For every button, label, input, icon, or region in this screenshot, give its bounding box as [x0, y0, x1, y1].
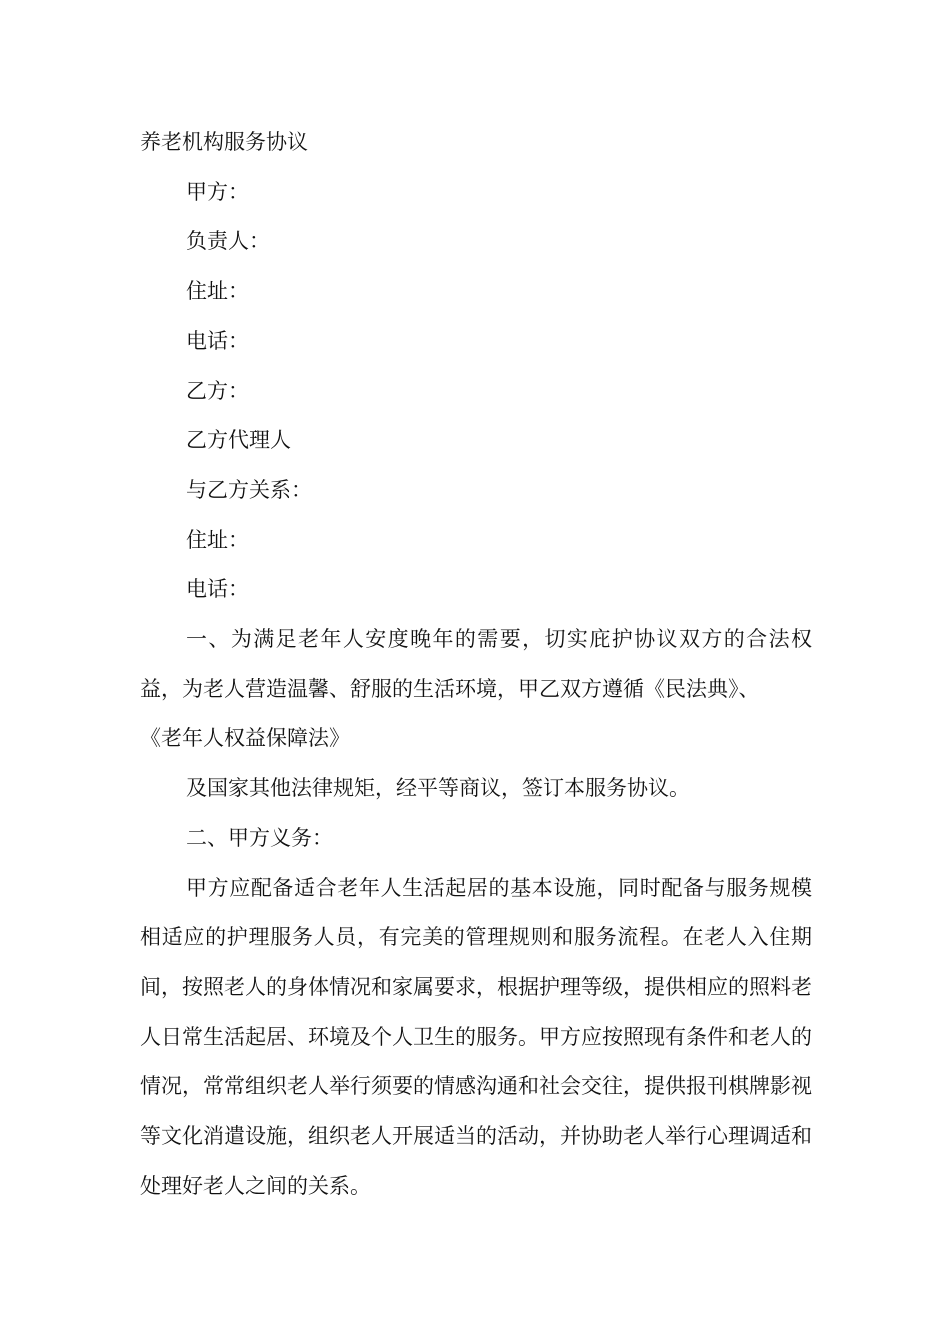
clause-two-heading: 二、甲方义务： — [186, 825, 333, 850]
party-b-address-field: 住址： — [186, 527, 249, 552]
party-a-field: 甲方： — [186, 179, 249, 204]
party-b-phone-field: 电话： — [186, 577, 249, 602]
party-a-address-field: 住址： — [186, 279, 249, 304]
party-a-obligations-paragraph: 甲方应配备适合老年人生活起居的基本设施，同时配备与服务规模相适应的护理服务人员，有完美的管理规则和服务流程。在老人入住期间，按照老人的身体情况和家属要求，根据护理等级，提供相应的照料老人日常生活起居、环境及个人卫生的服务。甲方应按照现有条件和老人的情况，常常组织老人举行须要的情感沟通和社会交往，提供报刊棋牌影视等文化消遣设施，组织老人开展适当的活动，并协助老人举行心理调适和处理好老人之间的关系。 — [140, 875, 812, 1198]
document-title: 养老机构服务协议 — [140, 130, 308, 154]
responsible-person-field: 负责人： — [186, 229, 270, 254]
law-title-line: 《老年人权益保障法》 — [140, 726, 350, 751]
party-b-field: 乙方： — [186, 378, 249, 403]
clause-one-paragraph: 一、为满足老年人安度晚年的需要，切实庇护协议双方的合法权益，为老人营造温馨、舒服的生活环境，甲乙双方遵循《民法典》、 — [140, 627, 812, 701]
party-b-agent-field: 乙方代理人 — [186, 428, 291, 453]
clause-one-continuation: 及国家其他法律规矩，经平等商议，签订本服务协议。 — [186, 776, 690, 801]
relationship-field: 与乙方关系： — [186, 477, 312, 502]
party-a-phone-field: 电话： — [186, 328, 249, 353]
document-body — [140, 118, 812, 1211]
